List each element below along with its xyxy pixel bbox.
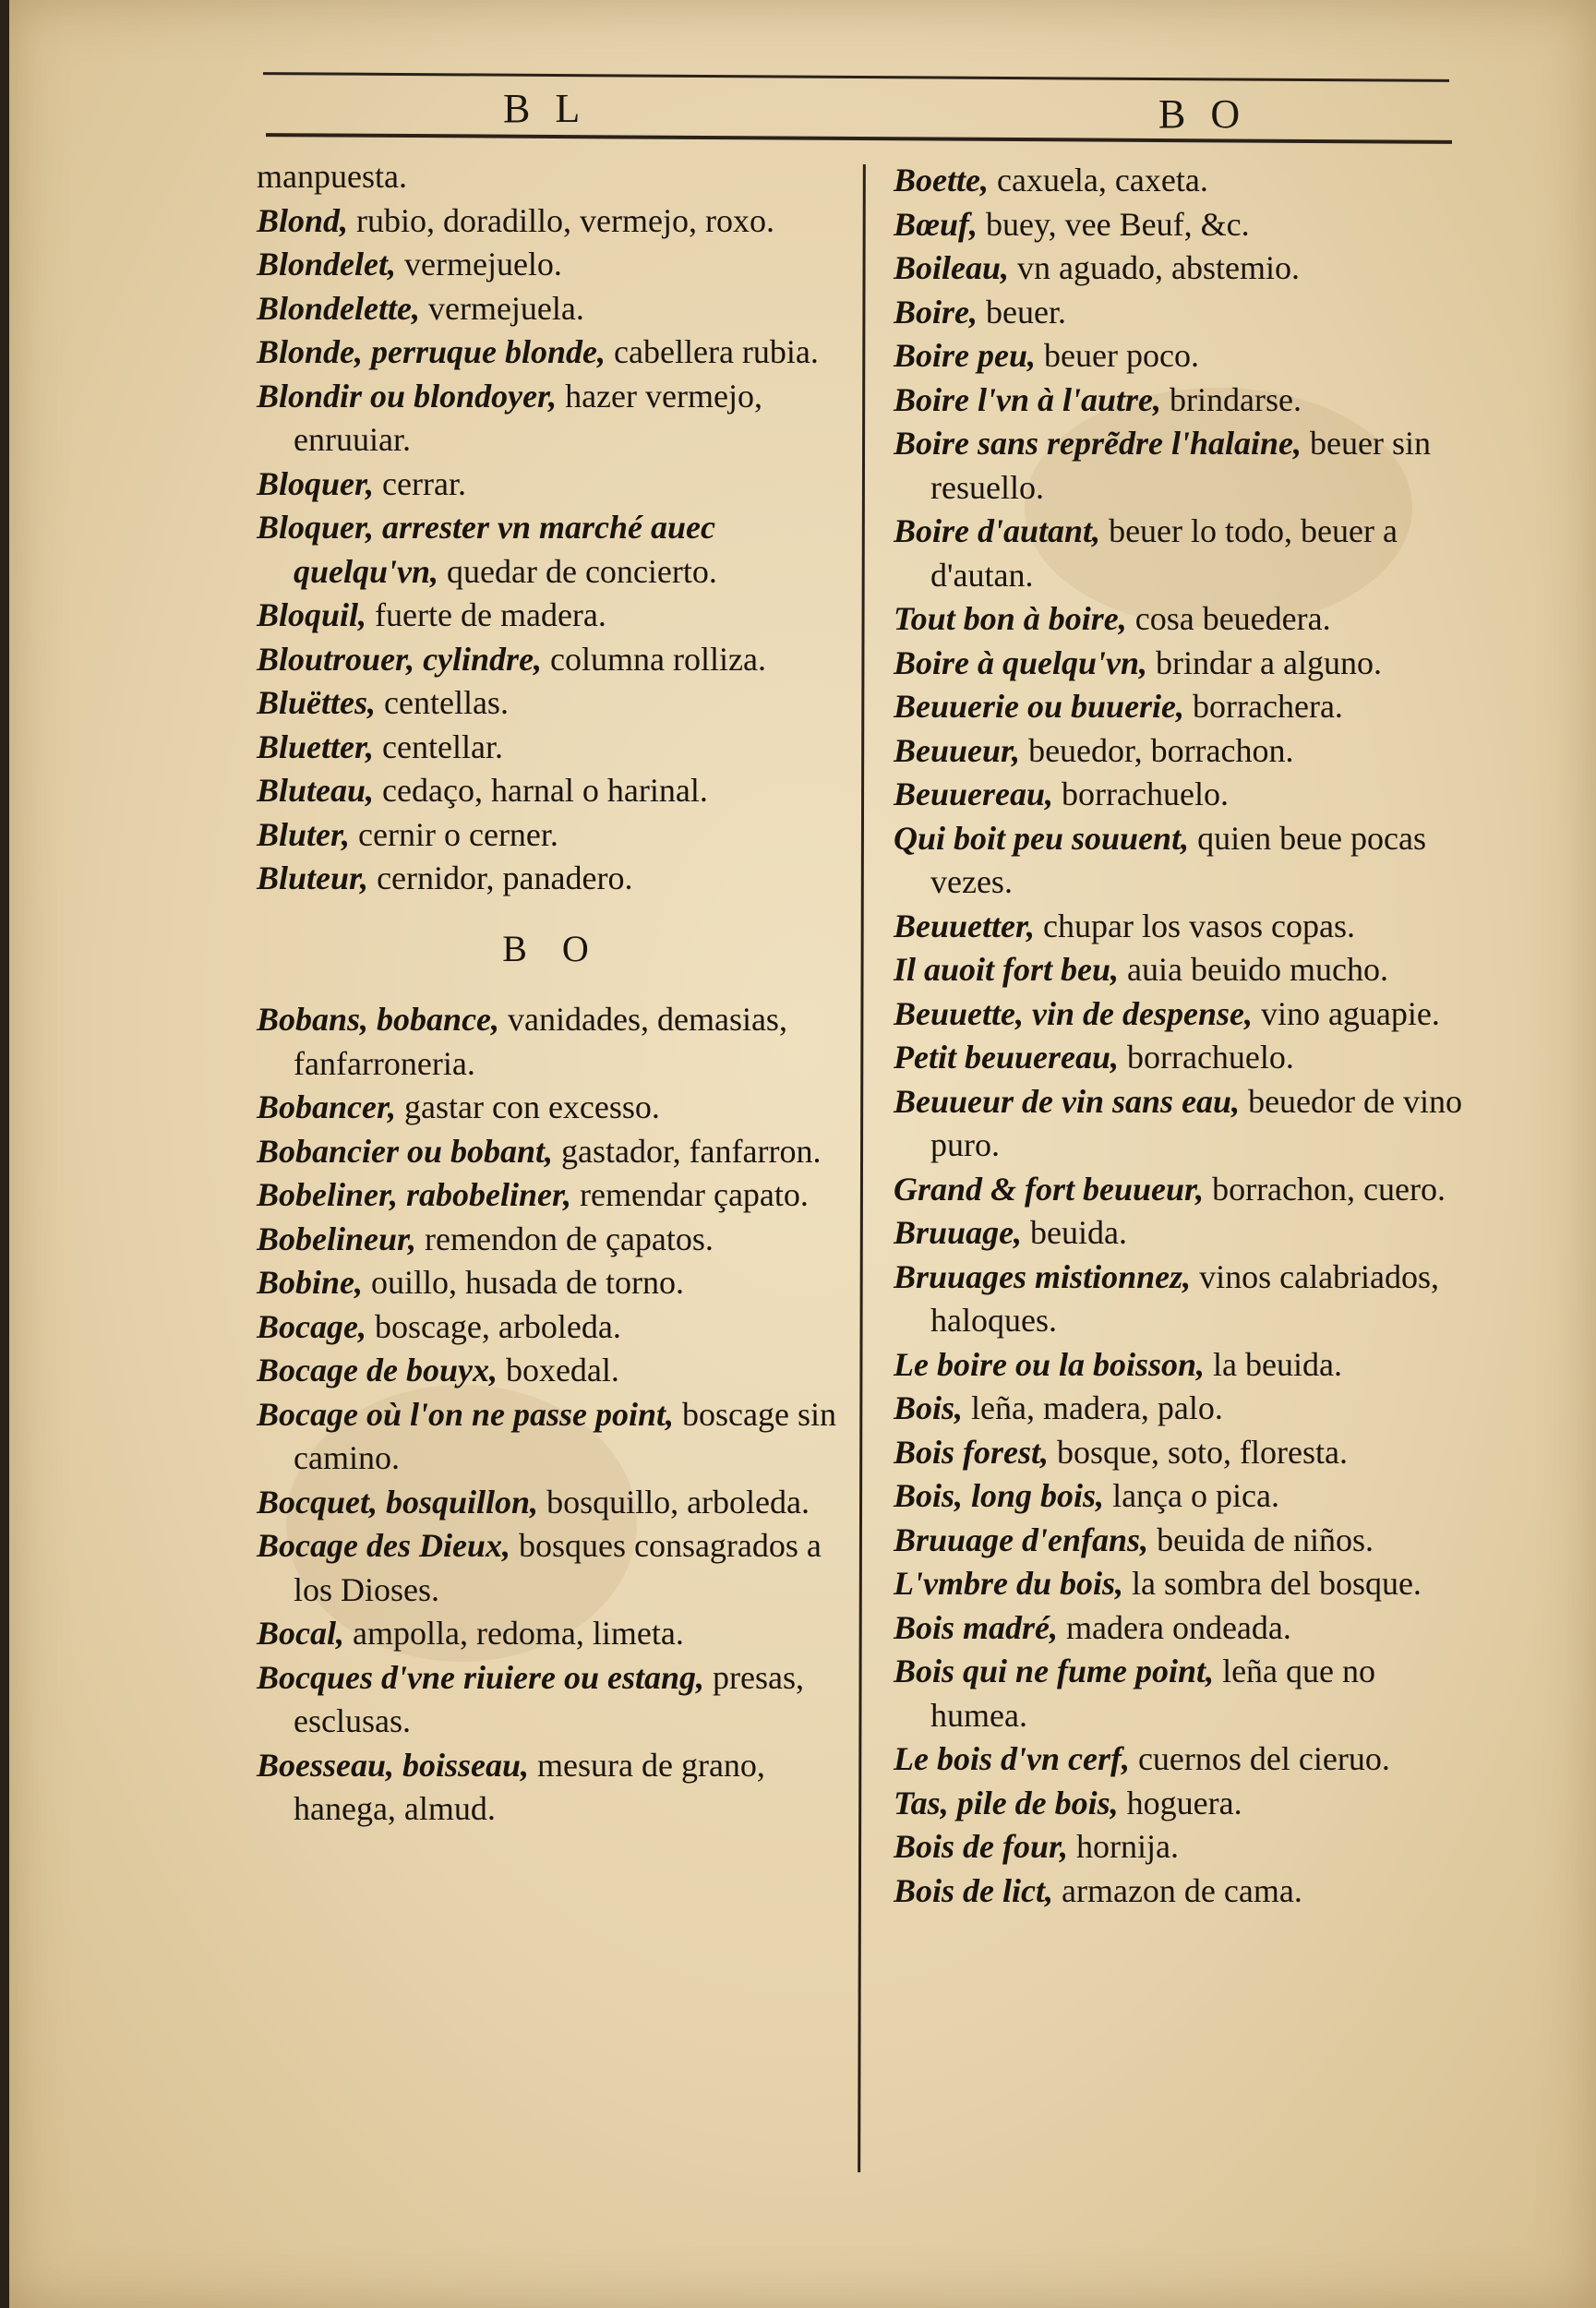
- entry-headword: Beuuetter,: [894, 907, 1036, 944]
- dictionary-entry: [894, 1211, 1475, 1256]
- entry-definition: remendon de çapatos.: [416, 1220, 714, 1257]
- dictionary-entry: [257, 998, 847, 1086]
- dictionary-entry: [894, 1562, 1475, 1606]
- dictionary-entry: [257, 243, 847, 287]
- entry-headword: Bois madré,: [894, 1608, 1059, 1646]
- entry-headword: Tas, pile de bois,: [894, 1784, 1119, 1821]
- entry-headword: Bocage,: [257, 1307, 366, 1345]
- right-column: [894, 159, 1475, 1913]
- entry-definition: fuerte de madera.: [366, 596, 606, 633]
- entry-headword: Boire,: [894, 293, 978, 331]
- entry-headword: Blondelet,: [257, 246, 396, 282]
- dictionary-entry: [257, 1481, 847, 1525]
- dictionary-entry: [257, 594, 847, 638]
- entry-definition: beuida de niños.: [1148, 1521, 1374, 1558]
- dictionary-entry: [894, 1606, 1475, 1651]
- entry-headword: Bluteau,: [257, 772, 375, 809]
- dictionary-entry: [257, 1524, 847, 1612]
- entry-headword: Bloquil,: [257, 596, 367, 633]
- dictionary-entry: [894, 905, 1475, 949]
- dictionary-entry: [257, 506, 847, 594]
- entry-definition: brindarse.: [1161, 380, 1302, 418]
- entry-definition: vino aguapie.: [1252, 994, 1440, 1032]
- entry-definition: hoguera.: [1118, 1784, 1242, 1821]
- entry-headword: Bruuage,: [894, 1214, 1023, 1251]
- dictionary-entry: [257, 1349, 847, 1393]
- entry-definition: cabellera rubia.: [606, 333, 819, 370]
- dictionary-entry: [894, 1825, 1475, 1869]
- entry-definition: mesura de grano, hanega, almud.: [294, 1746, 765, 1827]
- dictionary-entry: [257, 1744, 847, 1832]
- entry-definition: boxedal.: [497, 1352, 619, 1388]
- entry-headword: Bocal,: [257, 1615, 344, 1652]
- entry-headword: Beuueur de vin sans eau,: [894, 1082, 1241, 1120]
- dictionary-entry: [894, 1869, 1475, 1914]
- dictionary-entry: [257, 1305, 847, 1350]
- entry-definition: borrachera.: [1184, 688, 1343, 725]
- dictionary-entry: [257, 199, 847, 244]
- dictionary-entry: [894, 510, 1475, 597]
- entry-definition: centellar.: [374, 727, 503, 765]
- dictionary-entry: [257, 681, 847, 726]
- dictionary-entry: [257, 463, 847, 507]
- dictionary-entry: [257, 1130, 847, 1174]
- dictionary-entry: [257, 1173, 847, 1218]
- entry-headword: Bocquet, bosquillon,: [257, 1483, 539, 1521]
- entry-definition: leña, madera, palo.: [963, 1389, 1223, 1426]
- column-divider: [858, 164, 866, 2172]
- entry-headword: Blondir ou blondoyer,: [257, 377, 558, 415]
- entry-definition: bosquillo, arboleda.: [538, 1483, 810, 1521]
- dictionary-entry: [894, 1782, 1475, 1826]
- dictionary-entry: [894, 642, 1475, 686]
- entry-definition: beuedor, borrachon.: [1020, 731, 1294, 769]
- dictionary-entry: [257, 857, 847, 901]
- entry-headword: Qui boit peu souuent,: [894, 819, 1190, 857]
- dictionary-entry: [894, 291, 1475, 335]
- entry-headword: Bois forest,: [894, 1433, 1050, 1471]
- dictionary-entry: [894, 992, 1475, 1037]
- entry-definition: boscage sin camino.: [294, 1395, 837, 1476]
- entry-definition: remendar çapato.: [571, 1176, 809, 1213]
- dictionary-entry: [894, 1387, 1475, 1431]
- entry-headword: Bloutrouer, cylindre,: [257, 640, 543, 678]
- dictionary-entry: [257, 331, 847, 375]
- entry-definition: caxuela, caxeta.: [988, 162, 1208, 198]
- entry-definition: armazon de cama.: [1053, 1871, 1302, 1909]
- section-heading: B O: [502, 927, 602, 969]
- dictionary-entry: [894, 1036, 1475, 1080]
- dictionary-entry: [894, 685, 1475, 729]
- running-head-left: B L: [503, 86, 588, 131]
- entry-definition: la beuida.: [1205, 1345, 1342, 1383]
- entry-headword: Bois qui ne fume point,: [894, 1653, 1215, 1689]
- entry-definition: beuer lo todo, beuer a d'autan.: [930, 512, 1398, 594]
- dictionary-entry: [257, 769, 847, 813]
- entry-headword: Bluteur,: [257, 859, 369, 896]
- entry-headword: Bobans, bobance,: [257, 1001, 500, 1038]
- entry-definition: auia beuido mucho.: [1119, 951, 1388, 988]
- dictionary-entry: [894, 773, 1475, 817]
- entry-definition: columna rolliza.: [542, 640, 766, 678]
- dictionary-entry: [257, 638, 847, 682]
- dictionary-entry: [894, 1431, 1475, 1475]
- entry-definition: cerrar.: [374, 464, 466, 502]
- entry-headword: Tout bon à boire,: [894, 600, 1127, 637]
- entry-definition: quedar de concierto.: [438, 552, 717, 590]
- entry-headword: Il auoit fort beu,: [894, 951, 1120, 988]
- dictionary-entry: [257, 1612, 847, 1656]
- left-entries-before: [257, 155, 847, 901]
- entry-definition: beuida.: [1022, 1214, 1128, 1251]
- entry-definition: ampolla, redoma, limeta.: [344, 1615, 684, 1652]
- dictionary-entry: [894, 1256, 1475, 1343]
- entry-headword: Bois de four,: [894, 1828, 1069, 1865]
- dictionary-entry: [257, 813, 847, 858]
- entry-headword: Bluëttes,: [257, 684, 377, 721]
- dictionary-entry: [257, 1261, 847, 1305]
- entry-definition: buey, vee Beuf, &c.: [978, 205, 1250, 243]
- dictionary-entry: [894, 246, 1475, 291]
- entry-headword: Bocage des Dieux,: [257, 1527, 510, 1564]
- entry-headword: Bois, long bois,: [894, 1477, 1105, 1514]
- entry-definition: gastador, fanfarron.: [553, 1132, 822, 1170]
- entry-headword: Boire d'autant,: [894, 512, 1101, 549]
- entry-definition: cernir o cerner.: [350, 815, 558, 853]
- entry-headword: Boire l'vn à l'autre,: [894, 380, 1162, 418]
- dictionary-entry: [257, 1218, 847, 1262]
- dictionary-entry: [257, 1656, 847, 1744]
- header-rule-bottom: [266, 133, 1452, 144]
- entry-headword: Bloquer,: [257, 464, 375, 502]
- entry-headword: Bocage de bouyx,: [257, 1352, 498, 1388]
- entry-definition: lança o pica.: [1104, 1477, 1279, 1514]
- running-head-right: B O: [1158, 91, 1248, 137]
- entry-headword: Bois de lict,: [894, 1871, 1053, 1909]
- dictionary-entry: [894, 729, 1475, 774]
- entry-headword: Bloquer, arrester vn marché auec quelqu'vn,: [257, 509, 716, 590]
- entry-headword: Bocques d'vne riuiere ou estang,: [257, 1658, 705, 1696]
- dictionary-entry: [894, 203, 1475, 247]
- dictionary-entry: [257, 1086, 847, 1130]
- entry-definition: rubio, doradillo, vermejo, roxo.: [348, 201, 774, 239]
- dictionary-entry: [894, 159, 1475, 203]
- entry-headword: Bruuage d'enfans,: [894, 1521, 1149, 1558]
- dictionary-entry: [894, 1650, 1475, 1737]
- entry-headword: Bobine,: [257, 1264, 364, 1301]
- entry-definition: beuer poco.: [1036, 337, 1199, 374]
- entry-definition: presas, esclusas.: [294, 1658, 804, 1739]
- entry-definition: cernidor, panadero.: [368, 859, 633, 896]
- dictionary-entry: [257, 726, 847, 770]
- entry-headword: Bocage où l'on ne passe point,: [257, 1395, 675, 1433]
- right-entries: [894, 159, 1475, 1913]
- entry-headword: Bobancer,: [257, 1088, 397, 1125]
- entry-definition: chupar los vasos copas.: [1035, 907, 1355, 944]
- entry-definition: hornija.: [1068, 1828, 1180, 1865]
- entry-headword: Bluter,: [257, 815, 351, 853]
- entry-headword: Bruuages mistionnez,: [894, 1257, 1192, 1295]
- entry-headword: Petit beuuereau,: [894, 1039, 1119, 1076]
- entry-headword: Bobelineur,: [257, 1220, 417, 1257]
- entry-headword: Bobancier ou bobant,: [257, 1132, 554, 1170]
- dictionary-entry: [894, 597, 1475, 642]
- left-entries-after: [257, 998, 847, 1832]
- entry-headword: Boire sans reprẽdre l'halaine,: [894, 425, 1302, 462]
- entry-headword: Le boire ou la boisson,: [894, 1345, 1206, 1383]
- entry-headword: Le bois d'vn cerf,: [894, 1740, 1130, 1777]
- entry-headword: Beuuette, vin de despense,: [894, 994, 1253, 1032]
- entry-definition: vanidades, demasias, fanfarroneria.: [294, 1001, 787, 1082]
- dictionary-entry: [894, 334, 1475, 379]
- dictionary-entry: [894, 1343, 1475, 1388]
- entry-headword: Blonde, perruque blonde,: [257, 333, 606, 370]
- entry-definition: leña que no humea.: [930, 1653, 1375, 1734]
- book-page: [9, 0, 1596, 2308]
- entry-headword: Beuueur,: [894, 731, 1021, 769]
- left-column: [257, 155, 847, 1832]
- entry-headword: Boire peu,: [894, 337, 1037, 374]
- entry-headword: Blond,: [257, 201, 349, 239]
- entry-headword: Bobeliner, rabobeliner,: [257, 1176, 572, 1213]
- dictionary-entry: [257, 375, 847, 463]
- dictionary-entry: [894, 422, 1475, 510]
- entry-headword: Boileau,: [894, 249, 1010, 286]
- entry-definition: vinos calabriados, haloques.: [930, 1257, 1440, 1339]
- entry-definition: borrachuelo.: [1118, 1039, 1294, 1076]
- dictionary-entry: [894, 948, 1475, 992]
- entry-definition: ouillo, husada de torno.: [363, 1264, 684, 1301]
- entry-definition: manpuesta.: [257, 158, 407, 195]
- entry-headword: Boette,: [894, 162, 989, 198]
- dictionary-entry: [894, 1080, 1475, 1168]
- entry-definition: vermejuelo.: [396, 246, 562, 282]
- entry-definition: centellas.: [376, 684, 509, 721]
- dictionary-entry: [894, 1474, 1475, 1519]
- entry-definition: madera ondeada.: [1058, 1608, 1291, 1646]
- entry-headword: Bœuf,: [894, 205, 978, 243]
- entry-definition: beuer.: [978, 293, 1066, 331]
- entry-headword: Grand & fort beuueur,: [894, 1170, 1205, 1208]
- dictionary-entry: [257, 1393, 847, 1481]
- entry-definition: cosa beuedera.: [1126, 600, 1331, 637]
- entry-definition: gastar con excesso.: [396, 1088, 660, 1125]
- entry-headword: Blondelette,: [257, 289, 420, 327]
- entry-definition: bosques consagrados a los Dioses.: [294, 1527, 822, 1608]
- entry-definition: cuernos del cieruo.: [1129, 1740, 1390, 1777]
- entry-definition: la sombra del bosque.: [1123, 1565, 1422, 1602]
- entry-definition: hazer vermejo, enruuiar.: [294, 377, 762, 458]
- header-rule-top: [263, 72, 1449, 82]
- dictionary-entry: [894, 1737, 1475, 1782]
- entry-definition: cedaço, harnal o harinal.: [374, 772, 708, 809]
- entry-definition: borrachon, cuero.: [1204, 1170, 1446, 1208]
- entry-headword: Bluetter,: [257, 727, 375, 765]
- entry-definition: boscage, arboleda.: [366, 1307, 621, 1345]
- entry-headword: Boesseau, boisseau,: [257, 1746, 530, 1784]
- dictionary-entry: [894, 1519, 1475, 1563]
- entry-definition: bosque, soto, floresta.: [1049, 1433, 1348, 1471]
- dictionary-entry: [894, 379, 1475, 423]
- dictionary-entry: [257, 155, 847, 199]
- entry-definition: beuer sin resuello.: [930, 425, 1432, 506]
- entry-headword: Boire à quelqu'vn,: [894, 643, 1148, 681]
- entry-definition: quien beue pocas vezes.: [930, 819, 1426, 900]
- dictionary-entry: [894, 817, 1475, 905]
- entry-definition: brindar a alguno.: [1147, 643, 1382, 681]
- entry-headword: Beuuerie ou buuerie,: [894, 688, 1185, 725]
- dictionary-entry: [257, 287, 847, 331]
- entry-definition: vermejuela.: [419, 289, 584, 327]
- dictionary-entry: [894, 1168, 1475, 1212]
- entry-definition: beuedor de vino puro.: [930, 1082, 1463, 1163]
- entry-definition: borrachuelo.: [1053, 775, 1229, 812]
- entry-headword: Beuuereau,: [894, 775, 1054, 812]
- entry-headword: Bois,: [894, 1389, 964, 1426]
- entry-headword: L'vmbre du bois,: [894, 1565, 1123, 1602]
- entry-definition: vn aguado, abstemio.: [1009, 249, 1300, 286]
